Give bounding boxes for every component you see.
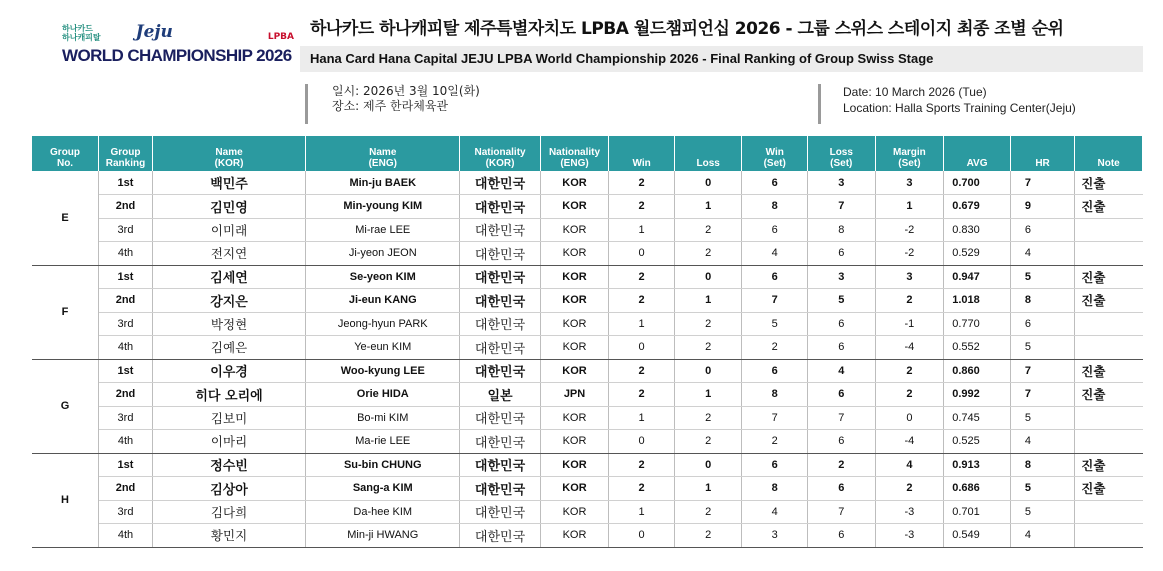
column-header	[807, 136, 875, 171]
win-set: 6	[742, 218, 808, 242]
column-header	[152, 136, 305, 171]
loss: 0	[674, 453, 742, 477]
venue-kor: 장소: 제주 한라체육관	[332, 99, 449, 113]
name-eng: Sang-a KIM	[306, 477, 460, 501]
column-header-line2: (Set)	[763, 158, 786, 169]
group-ranking: 1st	[99, 265, 153, 289]
margin-set: 2	[875, 359, 944, 383]
jeju-logo: Jeju	[135, 22, 173, 42]
nationality-kor: 대한민국	[460, 195, 540, 219]
nationality-eng: KOR	[540, 336, 609, 360]
ranking-table	[32, 136, 1143, 548]
nationality-eng: KOR	[540, 312, 609, 336]
avg: 0.679	[944, 195, 1011, 219]
note	[1075, 406, 1143, 430]
note: 진출	[1075, 265, 1143, 289]
margin-set: 1	[875, 195, 944, 219]
high-run: 5	[1010, 477, 1074, 501]
note	[1075, 500, 1143, 524]
name-eng: Su-bin CHUNG	[306, 453, 460, 477]
event-info-eng	[818, 84, 1076, 124]
high-run: 4	[1010, 242, 1074, 266]
nationality-kor: 대한민국	[460, 453, 540, 477]
nationality-kor: 대한민국	[460, 312, 540, 336]
column-header	[875, 136, 944, 171]
margin-set: 4	[875, 453, 944, 477]
name-kor: 김세연	[152, 265, 305, 289]
win: 0	[609, 430, 675, 454]
margin-set: 2	[875, 289, 944, 313]
high-run: 4	[1010, 524, 1074, 548]
note	[1075, 430, 1143, 454]
name-eng: Da-hee KIM	[306, 500, 460, 524]
margin-set: -2	[875, 242, 944, 266]
name-kor: 이미래	[152, 218, 305, 242]
name-kor: 김상아	[152, 477, 305, 501]
column-header	[1075, 136, 1143, 171]
margin-set: 0	[875, 406, 944, 430]
group-ranking: 3rd	[99, 218, 153, 242]
table-row	[32, 383, 1143, 407]
loss: 2	[674, 430, 742, 454]
margin-set: 2	[875, 477, 944, 501]
win-set: 4	[742, 500, 808, 524]
loss: 2	[674, 524, 742, 548]
name-eng: Jeong-hyun PARK	[306, 312, 460, 336]
avg: 1.018	[944, 289, 1011, 313]
loss: 1	[674, 383, 742, 407]
high-run: 7	[1010, 359, 1074, 383]
avg: 0.529	[944, 242, 1011, 266]
loss-set: 6	[807, 312, 875, 336]
nationality-kor: 대한민국	[460, 406, 540, 430]
nationality-kor: 대한민국	[460, 171, 540, 195]
win-set: 6	[742, 171, 808, 195]
avg: 0.860	[944, 359, 1011, 383]
name-kor: 히다 오리에	[152, 383, 305, 407]
win: 0	[609, 524, 675, 548]
name-eng: Ji-yeon JEON	[306, 242, 460, 266]
avg: 0.700	[944, 171, 1011, 195]
note: 진출	[1075, 383, 1143, 407]
column-header	[540, 136, 609, 171]
win: 2	[609, 477, 675, 501]
group-no: E	[32, 171, 99, 265]
group-ranking: 3rd	[99, 312, 153, 336]
name-eng: Woo-kyung LEE	[306, 359, 460, 383]
table-row	[32, 242, 1143, 266]
note: 진출	[1075, 359, 1143, 383]
loss: 2	[674, 218, 742, 242]
table-row	[32, 265, 1143, 289]
name-eng: Ji-eun KANG	[306, 289, 460, 313]
avg: 0.992	[944, 383, 1011, 407]
date-eng: Date: 10 March 2026 (Tue)	[843, 85, 987, 99]
name-kor: 강지은	[152, 289, 305, 313]
table-row	[32, 359, 1143, 383]
margin-set: 3	[875, 171, 944, 195]
column-header	[944, 136, 1011, 171]
column-header-line1: Margin	[893, 147, 926, 158]
name-kor: 박정현	[152, 312, 305, 336]
group-ranking: 1st	[99, 453, 153, 477]
name-kor: 김다희	[152, 500, 305, 524]
table-body	[32, 171, 1143, 547]
column-header-line2: AVG	[966, 158, 988, 169]
group-ranking: 2nd	[99, 195, 153, 219]
nationality-eng: KOR	[540, 359, 609, 383]
table-header	[32, 136, 1143, 171]
loss: 1	[674, 477, 742, 501]
note	[1075, 312, 1143, 336]
nationality-kor: 대한민국	[460, 359, 540, 383]
nationality-kor: 대한민국	[460, 289, 540, 313]
name-eng: Min-young KIM	[306, 195, 460, 219]
loss-set: 5	[807, 289, 875, 313]
win: 1	[609, 406, 675, 430]
name-kor: 전지연	[152, 242, 305, 266]
column-header-line2: Ranking	[105, 158, 146, 169]
note: 진출	[1075, 195, 1143, 219]
name-eng: Se-yeon KIM	[306, 265, 460, 289]
name-eng: Ye-eun KIM	[306, 336, 460, 360]
table-row	[32, 453, 1143, 477]
world-championship-logo: WORLD CHAMPIONSHIP 2026	[62, 46, 292, 65]
nationality-kor: 대한민국	[460, 218, 540, 242]
high-run: 5	[1010, 500, 1074, 524]
win: 2	[609, 359, 675, 383]
margin-set: 3	[875, 265, 944, 289]
high-run: 8	[1010, 453, 1074, 477]
loss-set: 6	[807, 242, 875, 266]
nationality-eng: KOR	[540, 430, 609, 454]
margin-set: -2	[875, 218, 944, 242]
win: 2	[609, 289, 675, 313]
win: 2	[609, 195, 675, 219]
page-title-kor: 하나카드 하나캐피탈 제주특별자치도 LPBA 월드챔피언십 2026 - 그룹 스위스 스테이지 최종 조별 순위	[310, 19, 1064, 39]
win-set: 2	[742, 430, 808, 454]
column-header-line2: No.	[56, 158, 74, 169]
column-header-line1: Loss	[829, 147, 853, 158]
nationality-eng: KOR	[540, 171, 609, 195]
group-no: H	[32, 453, 99, 547]
avg: 0.745	[944, 406, 1011, 430]
name-kor: 김보미	[152, 406, 305, 430]
win: 2	[609, 265, 675, 289]
column-header	[742, 136, 808, 171]
venue-eng: Location: Halla Sports Training Center(Jeju)	[843, 101, 1076, 115]
avg: 0.913	[944, 453, 1011, 477]
loss-set: 3	[807, 171, 875, 195]
group-ranking: 2nd	[99, 383, 153, 407]
column-header	[99, 136, 153, 171]
date-kor: 일시: 2026년 3월 10일(화)	[332, 84, 480, 98]
column-header	[1010, 136, 1074, 171]
column-header-line2: HR	[1035, 158, 1050, 169]
table-row	[32, 312, 1143, 336]
column-header	[460, 136, 540, 171]
group-ranking: 1st	[99, 171, 153, 195]
high-run: 7	[1010, 383, 1074, 407]
column-header-line2: (Set)	[898, 158, 921, 169]
loss-set: 6	[807, 477, 875, 501]
nationality-kor: 대한민국	[460, 242, 540, 266]
column-header-line1: Group	[50, 147, 81, 158]
loss: 0	[674, 171, 742, 195]
name-eng: Min-ji HWANG	[306, 524, 460, 548]
win: 0	[609, 242, 675, 266]
nationality-eng: JPN	[540, 383, 609, 407]
win-set: 2	[742, 336, 808, 360]
column-header	[609, 136, 675, 171]
column-header	[674, 136, 742, 171]
column-header	[306, 136, 460, 171]
table-row	[32, 430, 1143, 454]
group-ranking: 4th	[99, 524, 153, 548]
win: 2	[609, 453, 675, 477]
group-ranking: 2nd	[99, 477, 153, 501]
column-header-line2: (ENG)	[368, 158, 397, 169]
sponsor-logo: 하나카드 하나캐피탈	[62, 24, 101, 42]
column-header-line1: Name	[215, 147, 243, 158]
avg: 0.947	[944, 265, 1011, 289]
loss: 0	[674, 265, 742, 289]
loss: 1	[674, 289, 742, 313]
page-title-eng: Hana Card Hana Capital JEJU LPBA World Championship 2026 - Final Ranking of Group Swiss Stage	[310, 51, 934, 66]
nationality-eng: KOR	[540, 500, 609, 524]
group-ranking: 3rd	[99, 406, 153, 430]
nationality-kor: 대한민국	[460, 500, 540, 524]
note	[1075, 242, 1143, 266]
group-ranking: 2nd	[99, 289, 153, 313]
group-ranking: 1st	[99, 359, 153, 383]
win: 2	[609, 383, 675, 407]
group-ranking: 4th	[99, 242, 153, 266]
nationality-eng: KOR	[540, 242, 609, 266]
column-header-line2: (KOR)	[485, 158, 515, 169]
name-kor: 황민지	[152, 524, 305, 548]
lpba-logo: LPBA	[267, 32, 294, 42]
nationality-eng: KOR	[540, 195, 609, 219]
high-run: 5	[1010, 265, 1074, 289]
note	[1075, 218, 1143, 242]
table-row	[32, 289, 1143, 313]
avg: 0.525	[944, 430, 1011, 454]
nationality-eng: KOR	[540, 406, 609, 430]
loss: 2	[674, 312, 742, 336]
name-kor: 백민주	[152, 171, 305, 195]
nationality-kor: 대한민국	[460, 265, 540, 289]
table-row	[32, 500, 1143, 524]
win: 1	[609, 500, 675, 524]
loss: 2	[674, 500, 742, 524]
loss-set: 8	[807, 218, 875, 242]
margin-set: -1	[875, 312, 944, 336]
table-row	[32, 218, 1143, 242]
avg: 0.701	[944, 500, 1011, 524]
name-kor: 이우경	[152, 359, 305, 383]
nationality-eng: KOR	[540, 524, 609, 548]
loss: 2	[674, 242, 742, 266]
win-set: 8	[742, 195, 808, 219]
group-ranking: 4th	[99, 430, 153, 454]
event-info-kor	[305, 84, 480, 124]
loss-set: 6	[807, 430, 875, 454]
avg: 0.830	[944, 218, 1011, 242]
win-set: 8	[742, 383, 808, 407]
note	[1075, 524, 1143, 548]
win-set: 6	[742, 265, 808, 289]
high-run: 8	[1010, 289, 1074, 313]
loss: 0	[674, 359, 742, 383]
column-header-line2: (ENG)	[560, 158, 589, 169]
column-header-line1: Group	[110, 147, 141, 158]
loss-set: 7	[807, 406, 875, 430]
name-eng: Ma-rie LEE	[306, 430, 460, 454]
win: 0	[609, 336, 675, 360]
margin-set: -3	[875, 524, 944, 548]
loss-set: 3	[807, 265, 875, 289]
note: 진출	[1075, 289, 1143, 313]
margin-set: 2	[875, 383, 944, 407]
nationality-kor: 대한민국	[460, 477, 540, 501]
table-row	[32, 477, 1143, 501]
nationality-kor: 대한민국	[460, 430, 540, 454]
high-run: 5	[1010, 406, 1074, 430]
name-kor: 이마리	[152, 430, 305, 454]
win: 2	[609, 171, 675, 195]
column-header-line2: Loss	[696, 158, 720, 169]
high-run: 5	[1010, 336, 1074, 360]
column-header-line1: Nationality	[548, 147, 601, 158]
loss-set: 2	[807, 453, 875, 477]
nationality-kor: 대한민국	[460, 524, 540, 548]
avg: 0.686	[944, 477, 1011, 501]
group-no: F	[32, 265, 99, 359]
event-logo	[62, 20, 294, 68]
note: 진출	[1075, 477, 1143, 501]
nationality-kor: 대한민국	[460, 336, 540, 360]
avg: 0.770	[944, 312, 1011, 336]
name-eng: Mi-rae LEE	[306, 218, 460, 242]
high-run: 6	[1010, 218, 1074, 242]
win-set: 7	[742, 406, 808, 430]
loss-set: 6	[807, 383, 875, 407]
table-row	[32, 336, 1143, 360]
group-ranking: 3rd	[99, 500, 153, 524]
name-eng: Orie HIDA	[306, 383, 460, 407]
win-set: 8	[742, 477, 808, 501]
win: 1	[609, 218, 675, 242]
avg: 0.552	[944, 336, 1011, 360]
name-kor: 김민영	[152, 195, 305, 219]
loss-set: 6	[807, 524, 875, 548]
name-kor: 정수빈	[152, 453, 305, 477]
group-ranking: 4th	[99, 336, 153, 360]
loss-set: 7	[807, 195, 875, 219]
loss-set: 4	[807, 359, 875, 383]
column-header-line1: Win	[765, 147, 784, 158]
table-row	[32, 171, 1143, 195]
column-header-line2: Note	[1097, 158, 1120, 169]
win-set: 7	[742, 289, 808, 313]
nationality-kor: 일본	[460, 383, 540, 407]
margin-set: -4	[875, 430, 944, 454]
loss: 2	[674, 336, 742, 360]
table-row	[32, 524, 1143, 548]
win-set: 6	[742, 453, 808, 477]
win-set: 3	[742, 524, 808, 548]
margin-set: -3	[875, 500, 944, 524]
column-header-line1: Nationality	[474, 147, 526, 158]
avg: 0.549	[944, 524, 1011, 548]
high-run: 9	[1010, 195, 1074, 219]
loss-set: 6	[807, 336, 875, 360]
high-run: 4	[1010, 430, 1074, 454]
name-eng: Min-ju BAEK	[306, 171, 460, 195]
loss: 1	[674, 195, 742, 219]
nationality-eng: KOR	[540, 218, 609, 242]
column-header-line2: (Set)	[830, 158, 853, 169]
note: 진출	[1075, 171, 1143, 195]
note	[1075, 336, 1143, 360]
table-row	[32, 195, 1143, 219]
note: 진출	[1075, 453, 1143, 477]
group-no: G	[32, 359, 99, 453]
margin-set: -4	[875, 336, 944, 360]
column-header-line2: (KOR)	[214, 158, 244, 169]
loss-set: 7	[807, 500, 875, 524]
column-header-line1: Name	[369, 147, 397, 158]
nationality-eng: KOR	[540, 477, 609, 501]
win: 1	[609, 312, 675, 336]
win-set: 4	[742, 242, 808, 266]
nationality-eng: KOR	[540, 289, 609, 313]
high-run: 7	[1010, 171, 1074, 195]
nationality-eng: KOR	[540, 453, 609, 477]
win-set: 5	[742, 312, 808, 336]
table-row	[32, 406, 1143, 430]
column-header-line2: Win	[632, 158, 651, 169]
name-kor: 김예은	[152, 336, 305, 360]
name-eng: Bo-mi KIM	[306, 406, 460, 430]
nationality-eng: KOR	[540, 265, 609, 289]
column-header	[32, 136, 99, 171]
high-run: 6	[1010, 312, 1074, 336]
loss: 2	[674, 406, 742, 430]
win-set: 6	[742, 359, 808, 383]
